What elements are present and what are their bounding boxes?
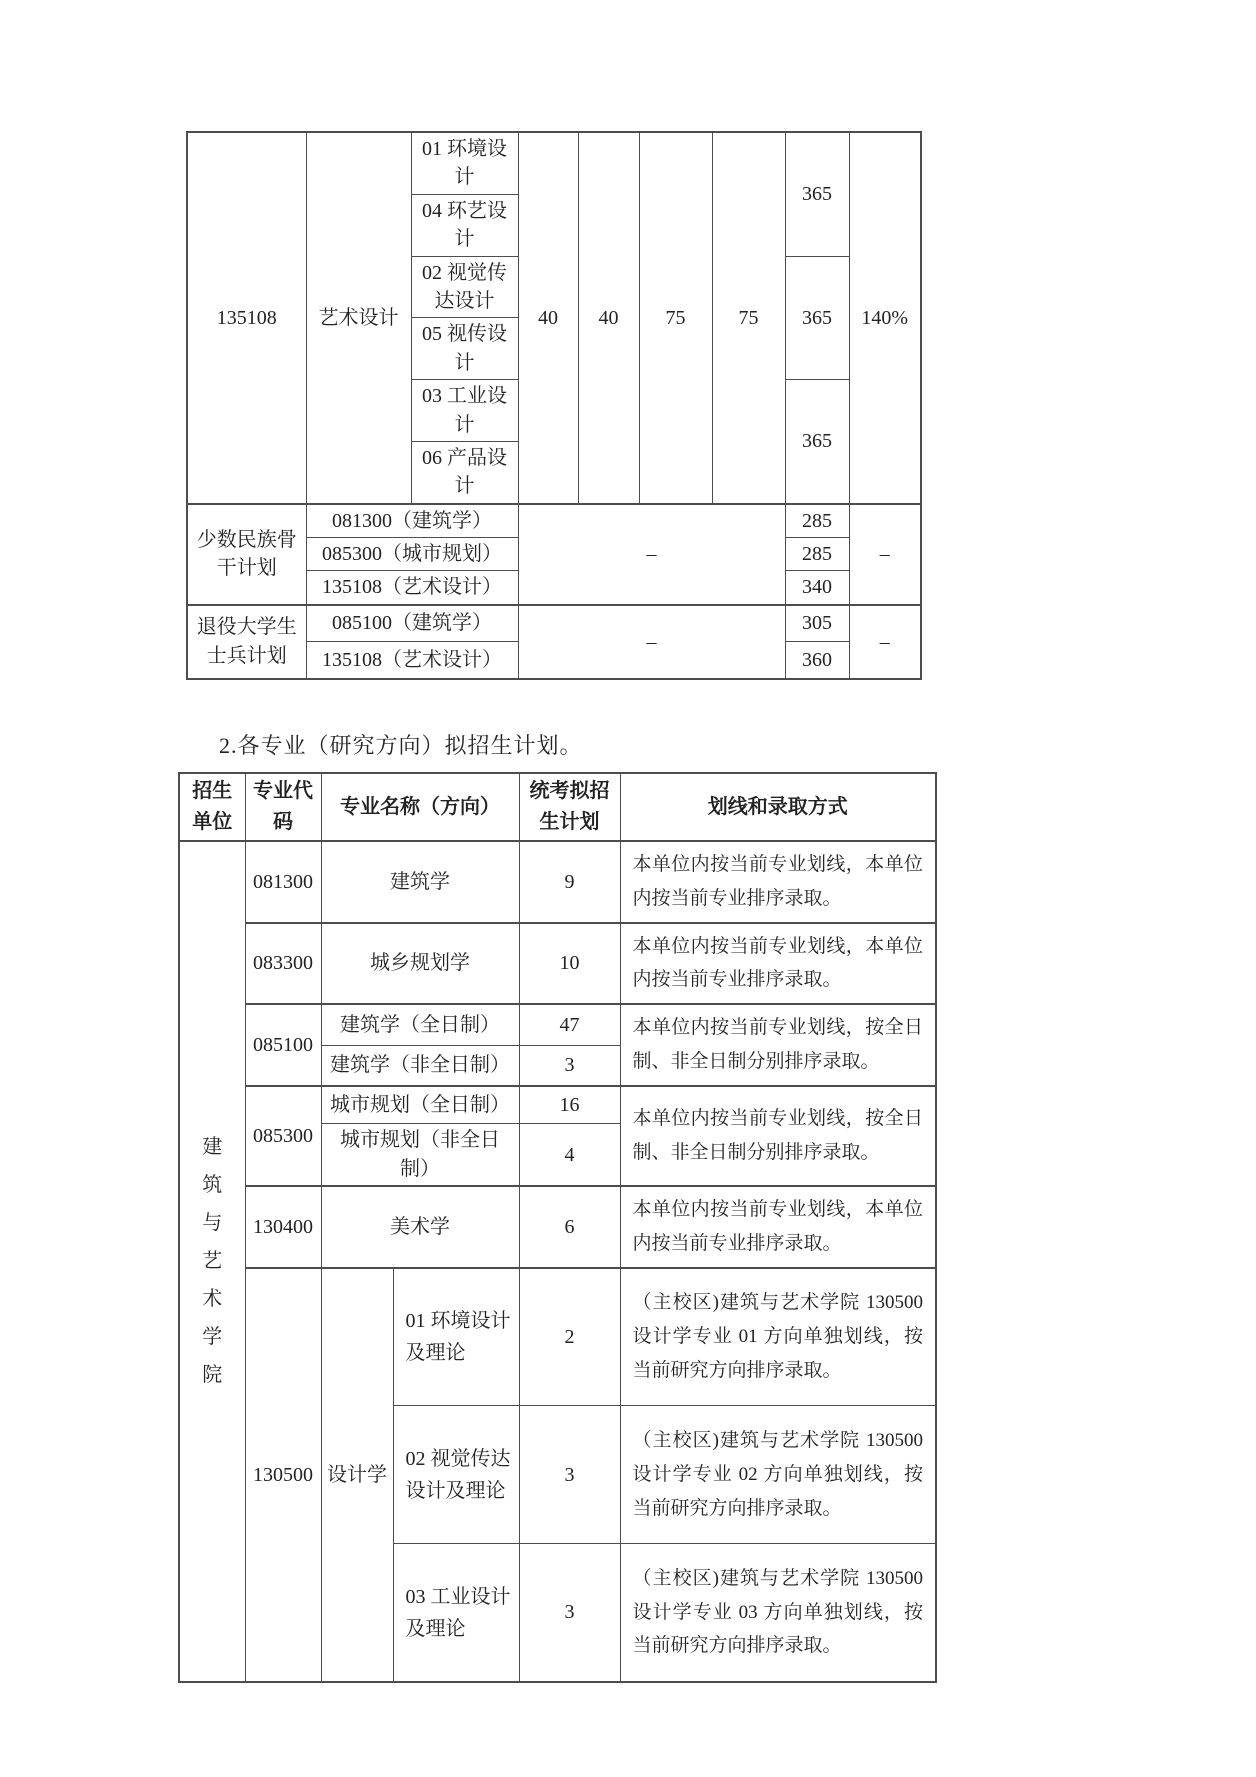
- plan-label-cell: 少数民族骨干计划: [187, 504, 306, 605]
- direction-cell: 05 视传设计: [411, 318, 518, 380]
- major-cell: 城乡规划学: [321, 923, 519, 1005]
- rule-cell: 本单位内按当前专业划线，按全日制、非全日制分别排序录取。: [620, 1086, 936, 1186]
- dash-cell: –: [849, 605, 921, 679]
- plan-cell: 3: [519, 1406, 620, 1544]
- unit-name: 建筑与艺术学院: [202, 1136, 223, 1387]
- header-rule: 划线和录取方式: [620, 773, 936, 841]
- major-code-cell: 135108: [187, 132, 306, 504]
- rule-cell: 本单位内按当前专业划线，本单位内按当前专业排序录取。: [620, 1186, 936, 1268]
- plan-major-cell: 085300（城市规划）: [306, 538, 518, 571]
- score-cell: 360: [785, 642, 849, 679]
- plan-cell: 16: [519, 1086, 620, 1124]
- major-cell: 美术学: [321, 1186, 519, 1268]
- major-name-cell: 艺术设计: [306, 132, 411, 504]
- rule-cell: （主校区)建筑与艺术学院 130500 设计学专业 03 方向单独划线，按当前研究方向排序录取。: [620, 1544, 936, 1682]
- code-cell: 083300: [245, 923, 321, 1005]
- major-cell: 城市规划（全日制）: [321, 1086, 519, 1124]
- header-unit: 招生单位: [179, 773, 245, 841]
- plan-major-cell: 085100（建筑学）: [306, 605, 518, 642]
- table-row: [179, 1004, 936, 1045]
- direction-cell: 01 环境设计及理论: [393, 1268, 519, 1406]
- quota-cell: 75: [712, 132, 785, 504]
- header-major: 专业名称（方向）: [321, 773, 519, 841]
- score-cell: 285: [785, 504, 849, 538]
- direction-cell: 03 工业设计: [411, 380, 518, 442]
- table-row: [179, 1186, 936, 1268]
- score-cell: 365: [785, 380, 849, 504]
- plan-cell: 47: [519, 1004, 620, 1045]
- rule-cell: （主校区)建筑与艺术学院 130500 设计学专业 02 方向单独划线，按当前研究方向排序录取。: [620, 1406, 936, 1544]
- score-cell: 365: [785, 132, 849, 256]
- direction-cell: 02 视觉传达设计: [411, 256, 518, 318]
- dash-cell: –: [518, 605, 785, 679]
- score-cell: 285: [785, 538, 849, 571]
- major-cell: 城市规划（非全日制）: [321, 1124, 519, 1186]
- major-cell: 建筑学: [321, 841, 519, 923]
- table-row: [179, 841, 936, 923]
- score-cell: 305: [785, 605, 849, 642]
- dash-cell: –: [518, 504, 785, 605]
- code-cell: 085100: [245, 1004, 321, 1086]
- quota-cell: 40: [578, 132, 639, 504]
- table-row: [179, 1086, 936, 1124]
- major-group-cell: 设计学: [321, 1268, 393, 1682]
- table-row: [187, 504, 921, 538]
- unit-cell: [179, 841, 245, 1682]
- ratio-cell: 140%: [849, 132, 921, 504]
- enrollment-plan-table: [178, 772, 937, 1683]
- table-row: [187, 605, 921, 642]
- score-cell: 340: [785, 571, 849, 605]
- score-table: [186, 131, 922, 680]
- plan-cell: 6: [519, 1186, 620, 1268]
- header-code: 专业代码: [245, 773, 321, 841]
- plan-label-cell: 退役大学生士兵计划: [187, 605, 306, 679]
- major-cell: 建筑学（全日制）: [321, 1004, 519, 1045]
- quota-cell: 40: [518, 132, 578, 504]
- direction-cell: 03 工业设计及理论: [393, 1544, 519, 1682]
- rule-cell: 本单位内按当前专业划线，本单位内按当前专业排序录取。: [620, 923, 936, 1005]
- section-title: 2.各专业（研究方向）拟招生计划。: [219, 733, 583, 758]
- table-row: [179, 1268, 936, 1406]
- table-header-row: [179, 773, 936, 841]
- rule-cell: （主校区)建筑与艺术学院 130500 设计学专业 01 方向单独划线，按当前研究方向排序录取。: [620, 1268, 936, 1406]
- direction-cell: 01 环境设计: [411, 132, 518, 194]
- plan-cell: 10: [519, 923, 620, 1005]
- quota-cell: 75: [639, 132, 712, 504]
- plan-cell: 3: [519, 1544, 620, 1682]
- direction-cell: 02 视觉传达设计及理论: [393, 1406, 519, 1544]
- plan-cell: 2: [519, 1268, 620, 1406]
- code-cell: 130500: [245, 1268, 321, 1682]
- code-cell: 081300: [245, 841, 321, 923]
- table-row: [187, 132, 921, 194]
- plan-cell: 4: [519, 1124, 620, 1186]
- code-cell: 130400: [245, 1186, 321, 1268]
- direction-cell: 06 产品设计: [411, 441, 518, 503]
- plan-cell: 3: [519, 1045, 620, 1086]
- dash-cell: –: [849, 504, 921, 605]
- rule-cell: 本单位内按当前专业划线，按全日制、非全日制分别排序录取。: [620, 1004, 936, 1086]
- table-row: [179, 923, 936, 1005]
- plan-major-cell: 135108（艺术设计）: [306, 571, 518, 605]
- plan-major-cell: 135108（艺术设计）: [306, 642, 518, 679]
- header-plan: 统考拟招生计划: [519, 773, 620, 841]
- direction-cell: 04 环艺设计: [411, 194, 518, 256]
- plan-cell: 9: [519, 841, 620, 923]
- score-cell: 365: [785, 256, 849, 380]
- plan-major-cell: 081300（建筑学）: [306, 504, 518, 538]
- rule-cell: 本单位内按当前专业划线，本单位内按当前专业排序录取。: [620, 841, 936, 923]
- major-cell: 建筑学（非全日制）: [321, 1045, 519, 1086]
- code-cell: 085300: [245, 1086, 321, 1186]
